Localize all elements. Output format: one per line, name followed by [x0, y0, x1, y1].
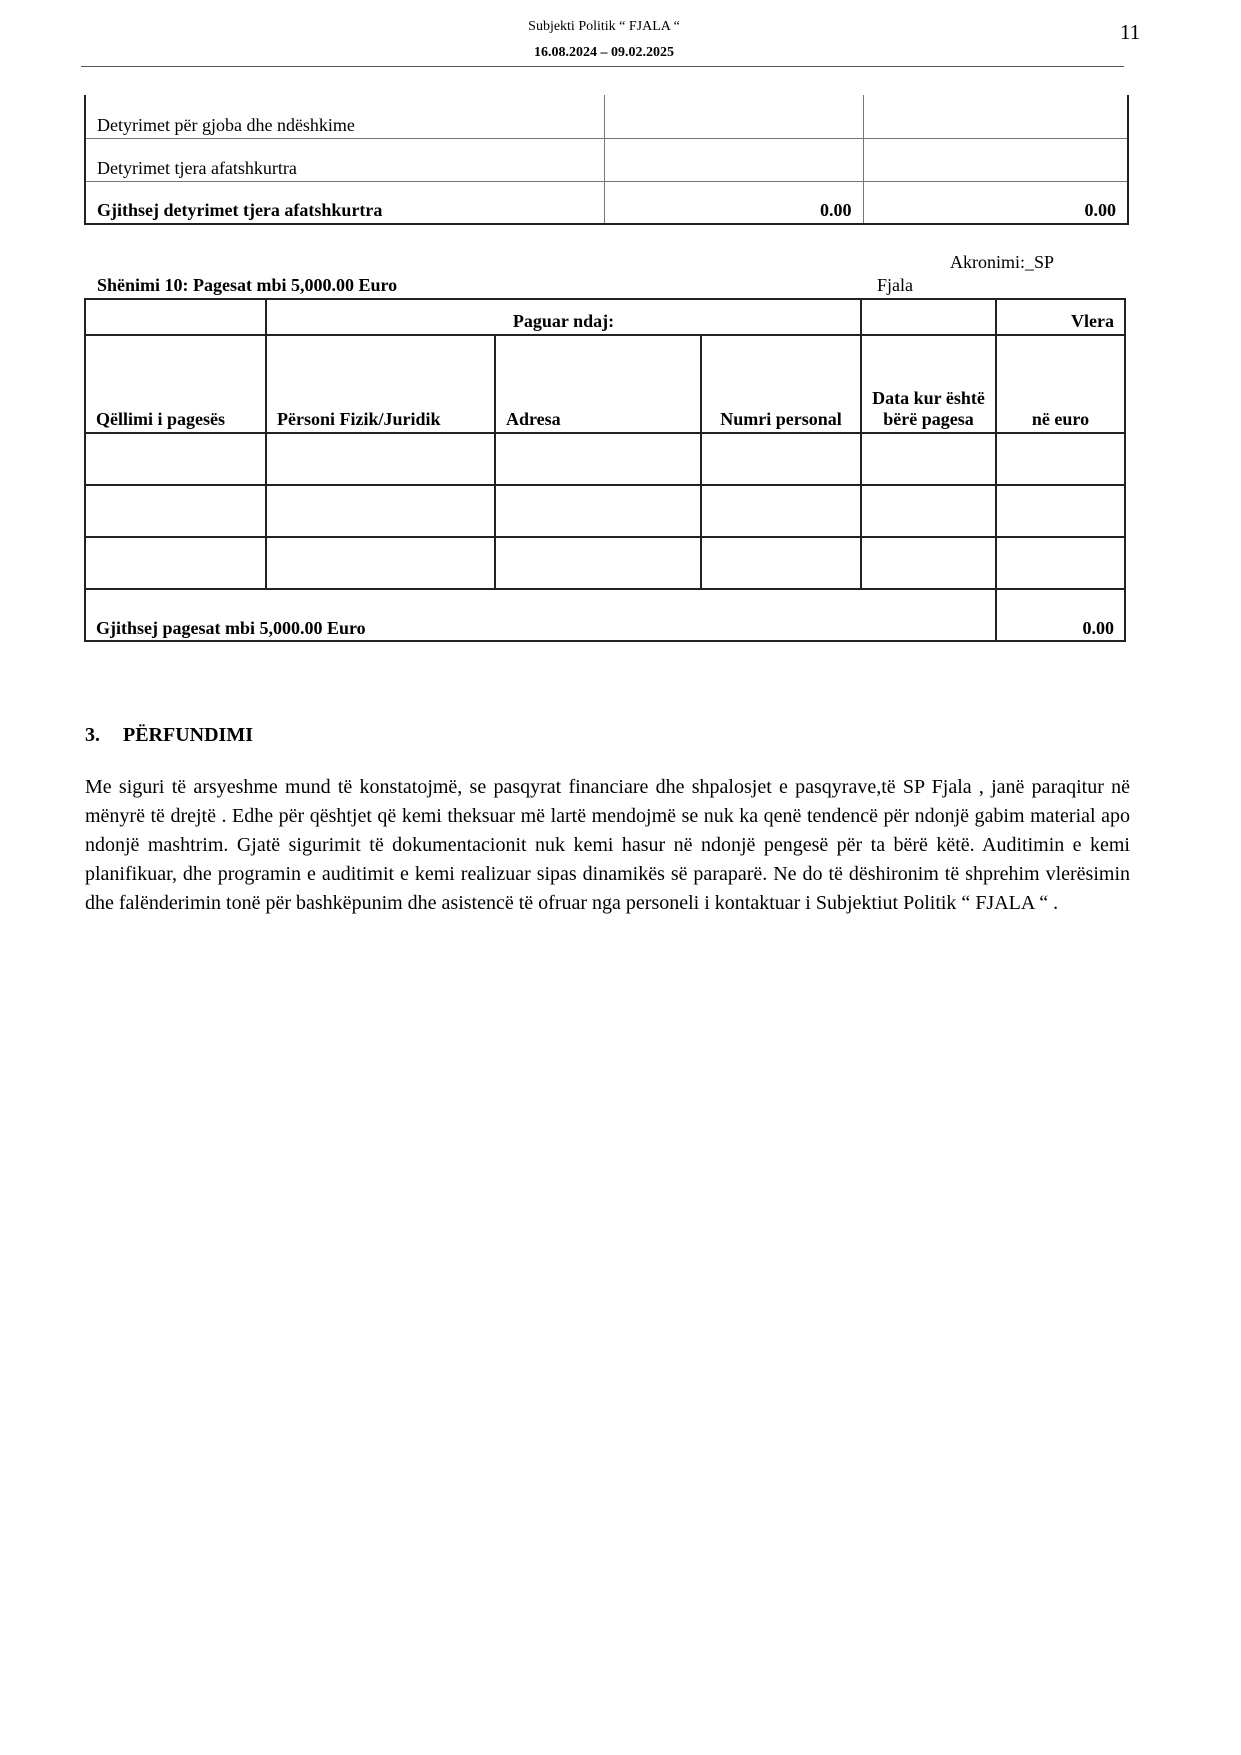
total-value: 0.00	[604, 181, 863, 224]
cell	[861, 433, 996, 485]
cell	[266, 485, 495, 537]
page-number: 11	[1120, 20, 1141, 44]
cell	[701, 433, 861, 485]
cell	[85, 433, 266, 485]
row-value	[604, 95, 863, 138]
column-header-row	[85, 335, 1125, 433]
table-row	[85, 433, 1125, 485]
section-heading	[85, 724, 253, 747]
table-row	[85, 138, 1128, 181]
header-title: Subjekti Politik “ FJALA “	[528, 19, 680, 34]
cell	[85, 485, 266, 537]
table-row	[85, 95, 1128, 138]
group-header-row	[85, 299, 1125, 335]
note-title: Shënimi 10: Pagesat mbi 5,000.00 Euro	[97, 275, 398, 295]
cell	[701, 537, 861, 589]
row-label: Detyrimet për gjoba dhe ndëshkime	[85, 95, 604, 138]
table-row	[85, 485, 1125, 537]
total-label: Gjithsej detyrimet tjera afatshkurtra	[85, 181, 604, 224]
cell	[85, 537, 266, 589]
row-value	[863, 138, 1128, 181]
section-number: 3.	[85, 724, 100, 746]
cell	[495, 537, 701, 589]
table-row	[85, 537, 1125, 589]
col-header-amount: në euro	[996, 335, 1125, 433]
conclusion-paragraph: Me siguri të arsyeshme mund të konstatojmë, se pasqyrat financiare dhe shpalosjet e pasqyrave,të SP Fjala , janë paraqitur në mënyrë të drejtë . Edhe për qështjet që kemi theksuar më lartë mendojmë se nuk ka qenë tendencë për ndonjë gabim material apo ndonjë mashtrim. Gjatë sigurimit të dokumentacionit nuk kemi hasur në ndonjë pengesë për ta bërë këtë. Auditimin e kemi planifikuar, dhe programin e auditimit e kemi realizuar sipas dinamikës së paraparë. Ne do të dëshironim të shprehim vlerësimin dhe falënderimin tonë për bashkëpunim dhe asistencë të ofruar nga personeli i kontaktuar i Subjektiut Politik “ FJALA “ .	[85, 776, 1130, 914]
liabilities-table	[84, 95, 1129, 225]
col-header-person: Përsoni Fizik/Juridik	[266, 335, 495, 433]
empty-header-cell	[85, 299, 266, 335]
payments-table	[84, 298, 1126, 642]
cell	[266, 433, 495, 485]
party-name: Fjala	[877, 275, 913, 295]
col-header-personal-number: Numri personal	[701, 335, 861, 433]
header-period: 16.08.2024 – 09.02.2025	[534, 45, 674, 60]
row-label: Detyrimet tjera afatshkurtra	[85, 138, 604, 181]
row-value	[604, 138, 863, 181]
row-value	[863, 95, 1128, 138]
cell	[996, 485, 1125, 537]
value-header: Vlera	[996, 299, 1125, 335]
col-header-address: Adresa	[495, 335, 701, 433]
cell	[701, 485, 861, 537]
cell	[495, 485, 701, 537]
total-value: 0.00	[863, 181, 1128, 224]
total-row	[85, 181, 1128, 224]
paid-to-header: Paguar ndaj:	[266, 299, 861, 335]
cell	[266, 537, 495, 589]
section-title: PËRFUNDIMI	[123, 724, 253, 746]
cell	[861, 537, 996, 589]
header-divider	[81, 66, 1124, 67]
total-label: Gjithsej pagesat mbi 5,000.00 Euro	[85, 589, 996, 641]
total-row	[85, 589, 1125, 641]
empty-header-cell	[861, 299, 996, 335]
cell	[996, 537, 1125, 589]
cell	[996, 433, 1125, 485]
cell	[495, 433, 701, 485]
total-value: 0.00	[996, 589, 1125, 641]
acronym-label: Akronimi:_SP	[950, 252, 1055, 272]
col-header-purpose: Qëllimi i pagesës	[85, 335, 266, 433]
col-header-payment-date: Data kur është bërë pagesa	[861, 335, 996, 433]
cell	[861, 485, 996, 537]
